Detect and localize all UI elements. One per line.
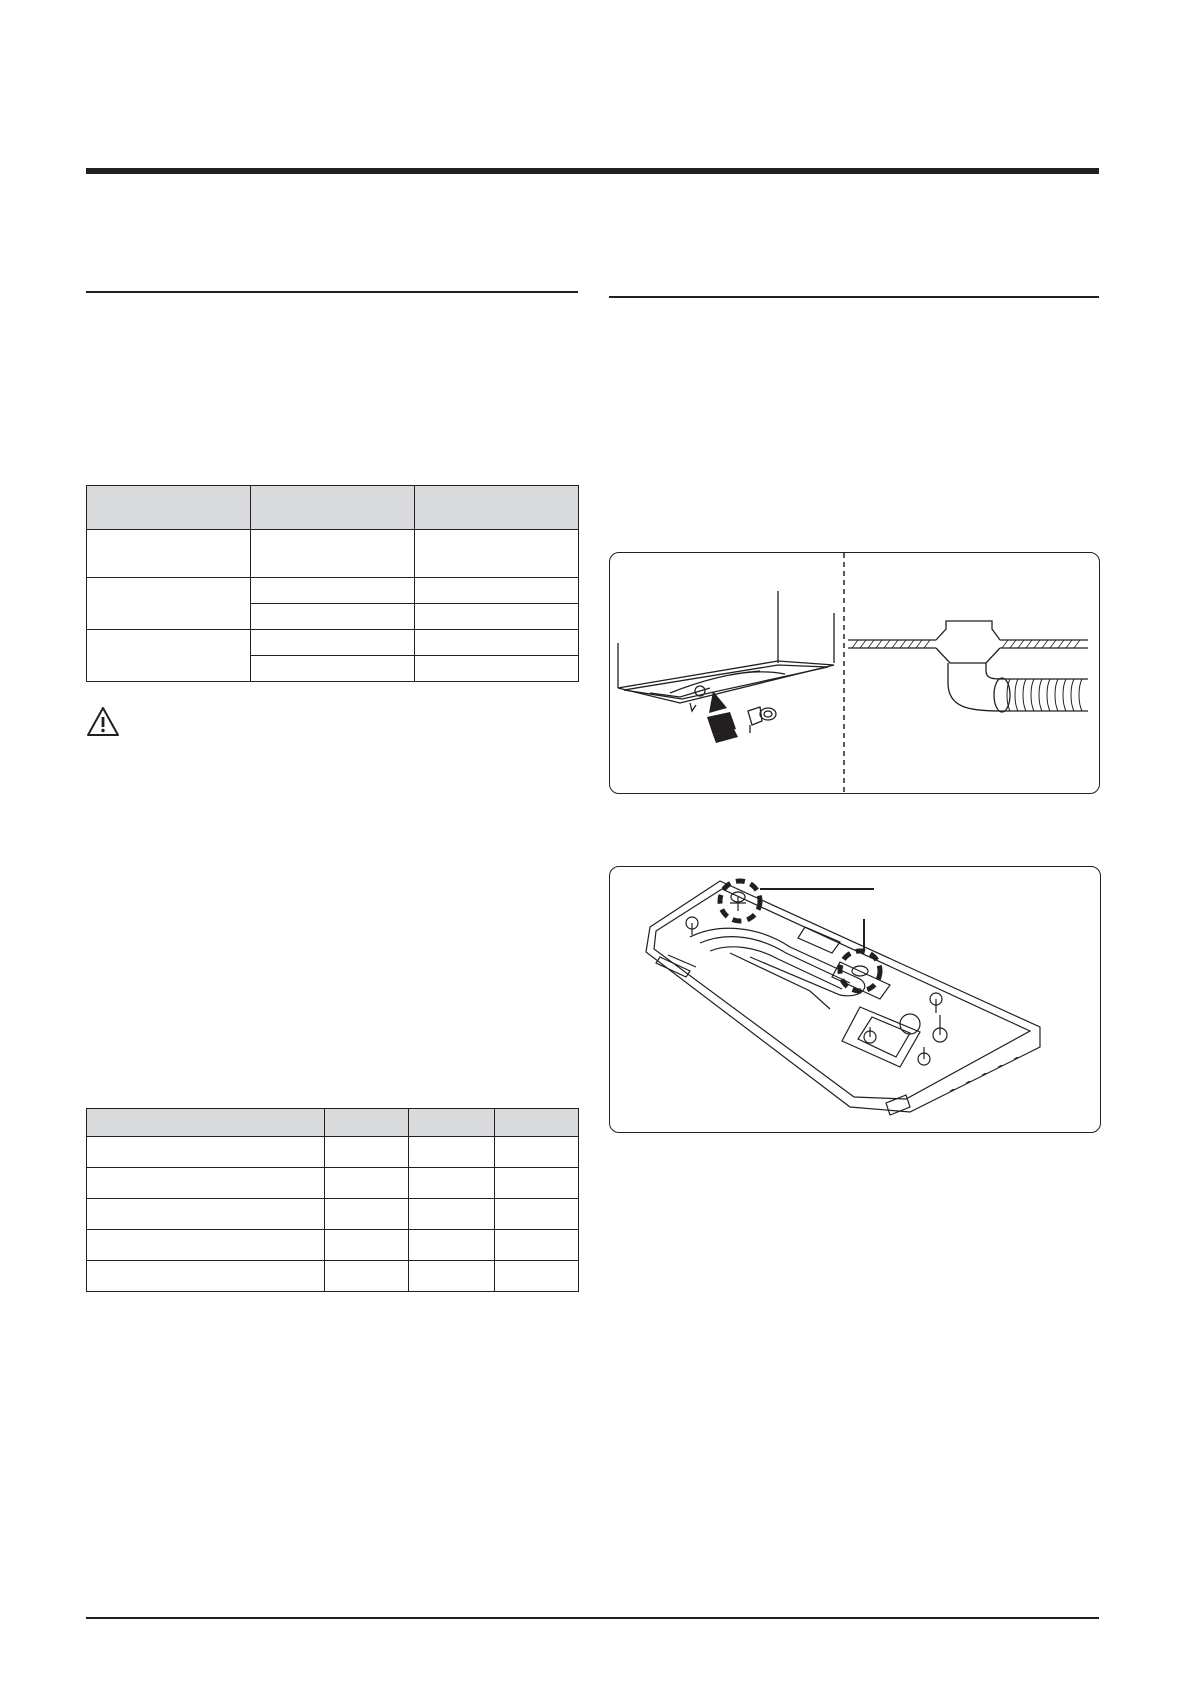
arrow-icon	[707, 691, 738, 743]
table-cell	[415, 656, 579, 682]
table-header-cell	[325, 1109, 409, 1137]
table-cell	[415, 604, 579, 630]
table-cell	[495, 1230, 579, 1261]
table-cell	[87, 630, 251, 682]
table-cell	[87, 578, 251, 630]
table-header-cell	[409, 1109, 495, 1137]
table-row	[87, 530, 579, 578]
spec-table-2	[86, 1108, 579, 1292]
table-header-cell	[87, 1109, 325, 1137]
table-cell	[495, 1168, 579, 1199]
table-cell	[87, 1230, 325, 1261]
drain-pan-figure	[609, 866, 1101, 1133]
table-cell	[87, 1137, 325, 1168]
table-cell	[325, 1230, 409, 1261]
table-cell	[325, 1168, 409, 1199]
highlight-circle	[720, 881, 880, 991]
table-cell	[495, 1261, 579, 1292]
header-rule	[86, 168, 1099, 174]
table-cell	[495, 1137, 579, 1168]
table-cell	[409, 1230, 495, 1261]
table-cell	[251, 604, 415, 630]
table-cell	[495, 1199, 579, 1230]
drain-connection-figure	[609, 552, 1100, 794]
drain-hose-connection-illustration	[848, 621, 1088, 712]
table-cell	[409, 1137, 495, 1168]
table-cell	[251, 530, 415, 578]
table-row	[87, 1261, 579, 1292]
right-section-rule	[609, 296, 1099, 298]
table-cell	[325, 1137, 409, 1168]
drain-socket-install-illustration	[618, 591, 834, 733]
table-cell	[251, 630, 415, 656]
table-cell	[87, 530, 251, 578]
table-cell	[87, 1261, 325, 1292]
table-cell	[409, 1199, 495, 1230]
table-header-cell	[415, 486, 579, 530]
table-header-row	[87, 1109, 579, 1137]
warning-triangle-icon	[86, 706, 120, 738]
table-row	[87, 1168, 579, 1199]
table-cell	[415, 630, 579, 656]
table-header-cell	[251, 486, 415, 530]
table-row	[87, 1199, 579, 1230]
table-row	[87, 630, 579, 656]
table-header-cell	[87, 486, 251, 530]
table-cell	[409, 1261, 495, 1292]
table-cell	[409, 1168, 495, 1199]
drain-pan-top-view-illustration	[646, 881, 1040, 1115]
footer-rule	[86, 1617, 1099, 1619]
table-cell	[415, 578, 579, 604]
spec-table-1	[86, 485, 579, 682]
table-cell	[87, 1199, 325, 1230]
table-cell	[325, 1261, 409, 1292]
table-row	[87, 1230, 579, 1261]
left-section-rule	[86, 291, 578, 293]
table-row	[87, 1137, 579, 1168]
leader-line	[760, 889, 874, 951]
table-cell	[415, 530, 579, 578]
table-header-cell	[495, 1109, 579, 1137]
table-cell	[325, 1199, 409, 1230]
table-cell	[251, 656, 415, 682]
table-header-row	[87, 486, 579, 530]
table-row	[87, 578, 579, 604]
table-cell	[251, 578, 415, 604]
table-cell	[87, 1168, 325, 1199]
